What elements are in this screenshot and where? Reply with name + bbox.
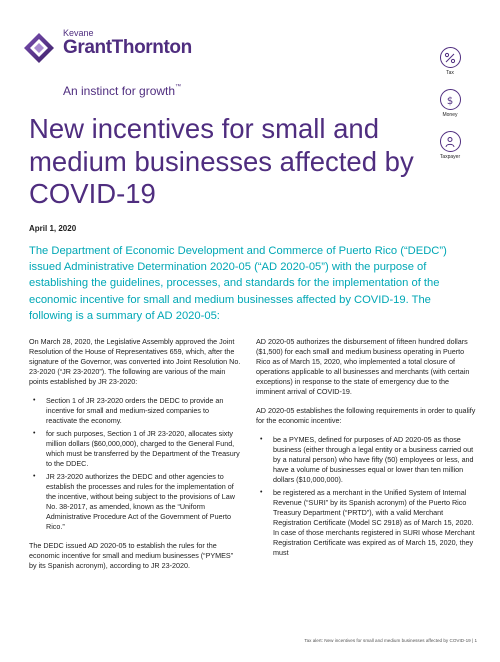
left-intro-paragraph: On March 28, 2020, the Legislative Assembly approved the Joint Resolution of the House of Representatives 659, which, after the signature of the Governor, was converted into Joint Resolution No. 23-2020 (“JR 23-2020”). The following are various of the main points established by JR 23-2020: xyxy=(29,337,241,386)
left-bullet-list xyxy=(29,396,241,532)
taxpayer-topic-label: Taxpayer xyxy=(439,154,461,160)
grant-thornton-logo xyxy=(23,26,273,106)
lead-paragraph: The Department of Economic Development and Commerce of Puerto Rico (“DEDC”) issued Administrative Determination 2020-05 (“AD 2020-05”) with the purpose of establishing the guidelines, processes, and standards for the implementation of the economic incentive for small and medium businesses affected by COVID-19. The following is a summary of AD 2020-05: xyxy=(29,245,447,322)
list-item: • be registered as a merchant in the Unified System of Internal Revenue (“SURI” by its Spanish acronym) of the Puerto Rico Treasury Department (“PRTD”), with a valid Merchant Registration Certificate (Model SC 2918) as of March 15, 2020. In case of those merchants registered in SURI whose Merchant Registration Certificate was expired as of March 15, 2020, they must xyxy=(256,488,476,558)
left-closing-paragraph: The DEDC issued AD 2020-05 to establish the rules for the economic incentive for small and medium businesses (“PYMES” by its Spanish acronym), according to JR 23-2020. xyxy=(29,541,234,570)
right-bullet-list xyxy=(256,435,476,558)
page-title: New incentives for small and medium businesses affected by COVID-19 xyxy=(29,113,414,209)
taxpayer-topic xyxy=(430,131,470,160)
page-footer: Tax alert: New incentives for small and medium businesses affected by COVID-19 | 1 xyxy=(304,638,477,643)
topic-icons xyxy=(430,47,470,173)
grant-thornton-logo-mark-icon xyxy=(23,32,55,64)
publication-date: April 1, 2020 xyxy=(29,224,77,233)
list-item: • JR 23-2020 authorizes the DEDC and other agencies to establish the processes and rules for the implementation of the incentive, without being subject to the provisions of Law No. 38-2017, as amended, known as the “Uniform Administrative Procedure Act of the Government of Puerto Rico.” xyxy=(29,472,241,532)
svg-text:$: $ xyxy=(446,95,454,106)
tax-topic xyxy=(430,47,470,76)
list-item: • be a PYMES, defined for purposes of AD 2020-05 as those business (either through a legal entity or a business carried out by a natural person) who have fifty (50) employees or less, and have a volume of businesses equal or lower than ten million dollars ($10,000,000). xyxy=(256,435,476,485)
logo-tagline: An instinct for growth™ xyxy=(63,84,182,98)
right-paragraph-2: AD 2020-05 establishes the following requirements in order to qualify for the economic incentive: xyxy=(256,406,476,425)
right-paragraph-1: AD 2020-05 authorizes the disbursement of fifteen hundred dollars ($1,500) for each small and medium business operating in Puerto Rico as of March 15, 2020, who implemented a total closure of operations applicable to all businesses and merchants (with certain exceptions) in response to the state of emergency due to the imminent arrival of COVID-19. xyxy=(256,337,470,396)
percent-icon xyxy=(444,52,456,64)
logo-kevane-text: Kevane xyxy=(63,28,94,38)
taxpayer-icon xyxy=(444,136,456,148)
list-item: • Section 1 of JR 23-2020 orders the DEDC to provide an incentive for small and medium-sized companies to reactivate the economy. xyxy=(29,396,241,426)
left-column xyxy=(29,337,241,580)
tax-topic-label: Tax xyxy=(446,70,454,76)
money-icon xyxy=(444,94,456,106)
money-topic xyxy=(430,89,470,118)
right-column xyxy=(256,337,476,567)
money-topic-label: Money xyxy=(442,112,458,118)
logo-grant-thornton-text: GrantThornton xyxy=(63,37,192,58)
list-item: • for such purposes, Section 1 of JR 23-2020, allocates sixty million dollars ($60,000,000), charged to the General Fund, which must be transferred by the Department of the Treasury to the DDEC. xyxy=(29,429,241,469)
